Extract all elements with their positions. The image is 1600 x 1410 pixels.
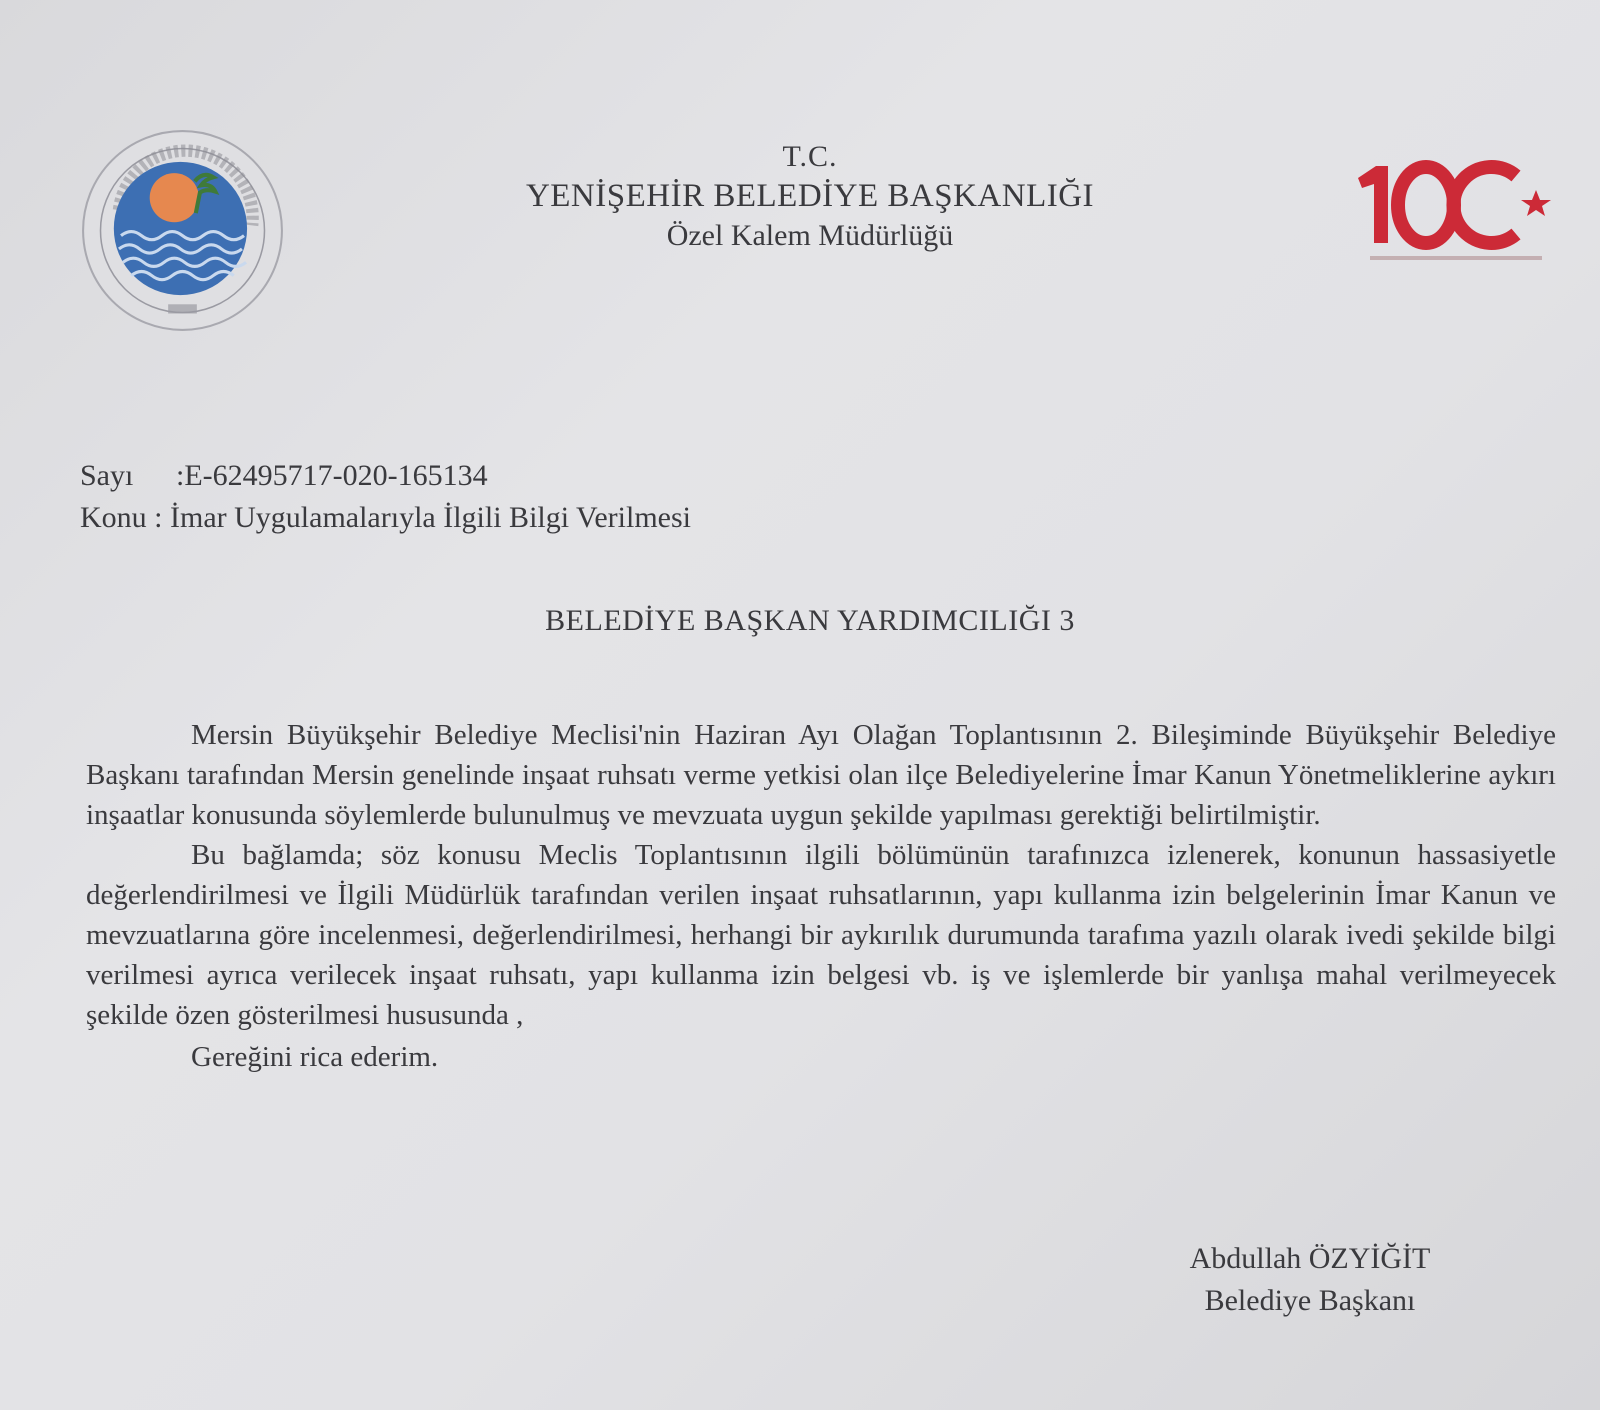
closing-line: Gereğini rica ederim. [191, 1041, 439, 1073]
signatory-title: Belediye Başkanı [1204, 1284, 1416, 1317]
body-paragraph-2: Bu bağlamda; söz konusu Meclis Toplantısının ilgili bölümünün tarafınızca izlenerek, konunun hassasiyetle değerlendirilmesi ve İlgili Müdürlük tarafından verilen inşaat ruhsatlarının, yapı kullanma izin belgelerinin İmar Kanun ve mevzuatlarına göre incelenmesi, değerlendirilmesi, herhangi bir aykırılık durumunda tarafıma yazılı olarak ivedi şekilde bilgi verilmesi ayrıca verilecek inşaat ruhsatı, yapı kullanma izin belgesi vb. iş ve işlemlerde bir yanlışa mahal verilmeyecek şekilde özen gösterilmesi hususunda , [86, 839, 1556, 1031]
municipality-seal-icon [80, 128, 285, 333]
konu-value: İmar Uygulamalarıyla İlgili Bilgi Verilmesi [170, 501, 692, 534]
signature-block [1160, 1238, 1460, 1322]
letterhead [470, 140, 1150, 253]
letterhead-tc: T.C. [782, 140, 838, 173]
signatory-name: Abdullah ÖZYİĞİT [1189, 1242, 1431, 1275]
recipient-heading: BELEDİYE BAŞKAN YARDIMCILIĞI 3 [545, 604, 1075, 637]
sayi-value: :E-62495717-020-165134 [176, 459, 488, 492]
sayi-row [80, 455, 691, 497]
letter-body [86, 715, 1556, 1077]
document-meta [80, 455, 691, 539]
sayi-label: Sayı [80, 459, 134, 492]
letterhead-department: Özel Kalem Müdürlüğü [666, 219, 954, 252]
body-paragraph-1: Mersin Büyükşehir Belediye Meclisi'nin Haziran Ayı Olağan Toplantısının 2. Bileşiminde Büyükşehir Belediye Başkanı tarafından Mersin genelinde inşaat ruhsatı verme yetkisi olan ilçe Belediyelerine İmar Kanun Yönetmeliklerine aykırı inşaatlar konusunda söylemlerde bulunulmuş ve mevzuata uygun şekilde yapılması gerektiği belirtilmiştir. [86, 719, 1556, 831]
konu-row [80, 497, 691, 539]
letterhead-organization: YENİŞEHİR BELEDİYE BAŞKANLIĞI [525, 178, 1095, 214]
konu-label: Konu : [80, 501, 163, 534]
centennial-100-emblem-icon [1348, 148, 1568, 273]
